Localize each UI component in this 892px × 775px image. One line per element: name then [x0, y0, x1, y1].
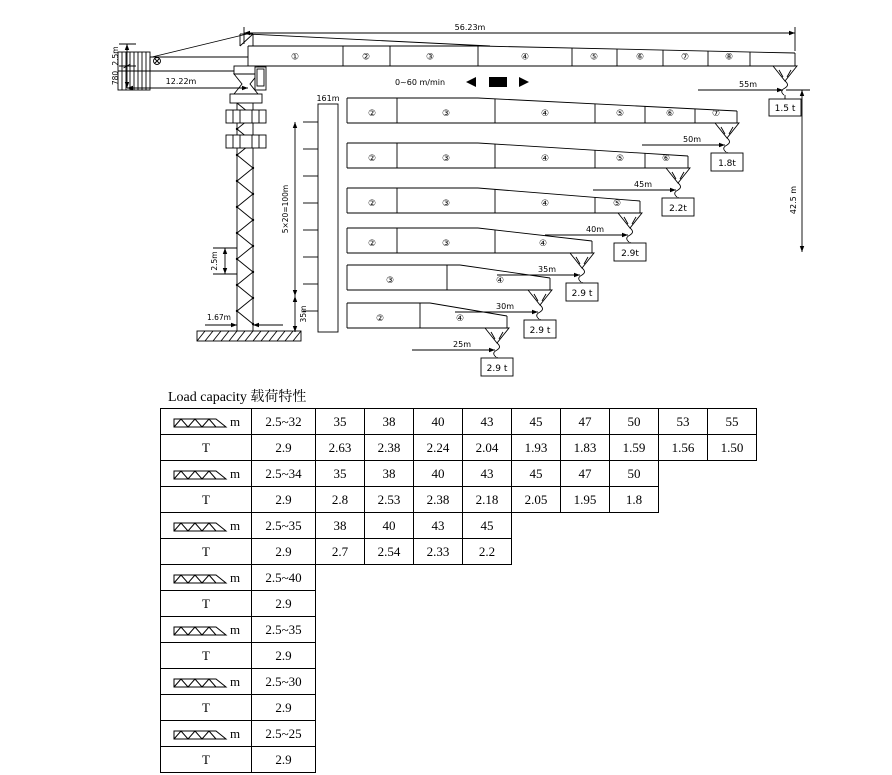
radius-value-cell: 45: [512, 409, 561, 435]
arrowhead-icon: [800, 246, 804, 252]
radius-value-cell: 2.5~25: [252, 721, 316, 747]
tower-section-dim-label: 2.5m: [210, 251, 219, 271]
counter-sub-dim-label: 780: [111, 70, 120, 86]
radius-dim-label: 25m: [453, 340, 471, 349]
radius-row: [161, 565, 757, 591]
tower-brace: [237, 246, 253, 259]
jib-length-header-cell: [161, 721, 252, 747]
tower-sections-dim-label: 5×20=100m: [281, 184, 290, 234]
radius-value-cell: 43: [414, 513, 463, 539]
load-unit-cell: T: [161, 591, 252, 617]
jib-section-number: ③: [441, 239, 451, 249]
tower-brace: [237, 194, 253, 207]
tower-brace: [237, 298, 253, 311]
unit-label: m: [229, 413, 241, 429]
load-capacity-table: [160, 408, 757, 773]
hook-pulley-icon: [570, 253, 594, 268]
arrowhead-icon: [789, 31, 795, 35]
jib-truss-icon: [172, 573, 228, 585]
turntable: [234, 66, 258, 74]
tower-width-dim-label: 1.67m: [206, 313, 232, 322]
hook-pulley-icon: [715, 123, 739, 138]
load-row: [161, 435, 757, 461]
jib-section-number: ④: [540, 109, 550, 119]
front-pendant: [247, 34, 490, 46]
jib-section-number: ②: [367, 109, 377, 119]
jib-truss-icon: [172, 677, 228, 689]
hook-pulley-icon: [773, 66, 797, 81]
load-value: 1.5 t: [774, 104, 796, 114]
jib-section-number: ②: [367, 239, 377, 249]
load-value-cell: 2.8: [316, 487, 365, 513]
radius-value-cell: 2.5~35: [252, 513, 316, 539]
jib-section-number: ⑦: [680, 52, 690, 63]
radius-value-cell: 2.5~40: [252, 565, 316, 591]
jib-length-header-cell: [161, 461, 252, 487]
load-value-cell: 2.9: [252, 643, 316, 669]
load-value-cell: 2.18: [463, 487, 512, 513]
jib-section-number: ⑤: [589, 52, 599, 63]
counter-depth-dim-label: 2.5m: [111, 46, 120, 66]
base-hatch: [213, 331, 221, 341]
arrowhead-icon: [231, 323, 237, 327]
table-title: Load capacity 载荷特性: [168, 390, 307, 405]
jib-section-number: ⑤: [615, 109, 625, 119]
load-unit-cell: T: [161, 487, 252, 513]
arrowhead-icon: [223, 268, 227, 274]
load-value-cell: 2.38: [414, 487, 463, 513]
radius-value-cell: 35: [316, 461, 365, 487]
radius-row: [161, 669, 757, 695]
load-unit-cell: T: [161, 695, 252, 721]
radius-dim-label: 50m: [683, 135, 701, 144]
jib-section-number: ④: [520, 52, 530, 63]
load-value: 2.9 t: [571, 289, 593, 299]
load-value-cell: 2.9: [252, 435, 316, 461]
load-value: 1.8t: [718, 159, 736, 169]
radius-row: [161, 721, 757, 747]
jib-truss-icon: [172, 469, 228, 481]
hook-pulley-icon: [528, 290, 552, 305]
jib-section-number: ④: [538, 239, 548, 249]
load-row: [161, 487, 757, 513]
load-value-cell: 2.9: [252, 695, 316, 721]
radius-row: [161, 461, 757, 487]
rear-pendant: [152, 34, 247, 57]
arrowhead-icon: [293, 296, 297, 302]
load-unit-cell: T: [161, 435, 252, 461]
jib-total-dim-label: 56.23m: [454, 23, 486, 32]
load-value-cell: 2.9: [252, 539, 316, 565]
arrowhead-icon: [125, 82, 129, 88]
base-hatch: [293, 331, 301, 341]
radius-value-cell: 38: [316, 513, 365, 539]
load-value-cell: 2.63: [316, 435, 365, 461]
radius-dim-label: 40m: [586, 225, 604, 234]
load-value-cell: 2.9: [252, 747, 316, 773]
base-hatch: [221, 331, 229, 341]
jib-length-header-cell: [161, 409, 252, 435]
tower-brace: [237, 233, 253, 246]
radius-value-cell: 43: [463, 409, 512, 435]
radius-value-cell: 47: [561, 461, 610, 487]
radius-value-cell: 50: [610, 461, 659, 487]
jib-section-number: ②: [375, 314, 385, 324]
jib-section-number: ②: [361, 52, 371, 63]
radius-value-cell: 43: [463, 461, 512, 487]
arrowhead-icon: [293, 122, 297, 128]
load-value-cell: 2.24: [414, 435, 463, 461]
load-value-cell: 2.9: [252, 487, 316, 513]
load-value: 2.2t: [669, 204, 687, 214]
anchor-collar: [226, 135, 266, 148]
arrowhead-icon: [293, 290, 297, 296]
radius-dim-label: 30m: [496, 302, 514, 311]
radius-row: [161, 513, 757, 539]
tower-brace: [237, 207, 253, 220]
radius-row: [161, 409, 757, 435]
tower-top-frame: [230, 94, 262, 103]
load-row: [161, 747, 757, 773]
load-value: 2.9 t: [529, 326, 551, 336]
jib-length-header-cell: [161, 513, 252, 539]
unit-label: m: [229, 569, 241, 585]
radius-value-cell: 55: [708, 409, 757, 435]
load-value-cell: 2.2: [463, 539, 512, 565]
jib-length-header-cell: [161, 617, 252, 643]
base-hatch: [237, 331, 245, 341]
hook-pulley-icon: [485, 328, 509, 343]
radius-value-cell: 45: [463, 513, 512, 539]
building-height-label: 161m: [316, 94, 340, 103]
load-value-cell: 2.54: [365, 539, 414, 565]
hook-height-dim-label: 42.5 m: [789, 185, 798, 215]
unit-label: m: [229, 517, 241, 533]
unit-label: m: [229, 725, 241, 741]
load-row: [161, 643, 757, 669]
jib-section-number: ③: [425, 52, 435, 63]
hook-pulley-icon: [666, 168, 690, 183]
base-hatch: [285, 331, 293, 341]
jib-section-number: ⑦: [711, 109, 721, 119]
trolley-speed-label: 0~60 m/min: [394, 78, 446, 87]
tower-brace: [237, 181, 253, 194]
load-value: 2.9 t: [486, 364, 508, 374]
base-hatch: [197, 331, 205, 341]
base-hatch: [205, 331, 213, 341]
load-value-cell: 1.50: [708, 435, 757, 461]
jib-length-header-cell: [161, 565, 252, 591]
jib-section-number: ③: [441, 109, 451, 119]
base-hatch: [245, 331, 253, 341]
load-value-cell: 2.33: [414, 539, 463, 565]
jib-section-number: ④: [540, 154, 550, 164]
jib-truss-icon: [172, 729, 228, 741]
radius-value-cell: 53: [659, 409, 708, 435]
load-value-cell: 1.59: [610, 435, 659, 461]
radius-value-cell: 2.5~30: [252, 669, 316, 695]
jib-section-number: ⑥: [635, 52, 645, 63]
load-row: [161, 695, 757, 721]
base-hatch: [229, 331, 237, 341]
load-value: 2.9t: [621, 249, 639, 259]
load-unit-cell: T: [161, 643, 252, 669]
tower-brace: [237, 259, 253, 272]
load-value-cell: 2.05: [512, 487, 561, 513]
radius-value-cell: 38: [365, 409, 414, 435]
tower-brace: [237, 285, 253, 298]
jib-truss-icon: [172, 417, 228, 429]
jib-length-header-cell: [161, 669, 252, 695]
base-hatch: [269, 331, 277, 341]
tower-brace: [237, 311, 253, 324]
jib-section-number: ⑤: [615, 154, 625, 164]
load-value-cell: 2.38: [365, 435, 414, 461]
load-value-cell: 1.95: [561, 487, 610, 513]
radius-value-cell: 45: [512, 461, 561, 487]
arrowhead-icon: [800, 90, 804, 96]
radius-value-cell: 40: [414, 409, 463, 435]
load-value-cell: 1.56: [659, 435, 708, 461]
radius-dim-label: 55m: [739, 80, 757, 89]
jib-section-number: ⑥: [665, 109, 675, 119]
radius-value-cell: 2.5~35: [252, 617, 316, 643]
radius-value-cell: 2.5~32: [252, 409, 316, 435]
counter-radius-dim-label: 12.22m: [165, 77, 197, 86]
line: [240, 34, 253, 46]
load-unit-cell: T: [161, 747, 252, 773]
trolley-right-arrow-icon: [519, 77, 529, 87]
load-value-cell: 2.53: [365, 487, 414, 513]
base-hatch: [253, 331, 261, 341]
anchor-collar: [226, 110, 266, 123]
jib-section-number: ⑤: [612, 199, 622, 209]
radius-value-cell: 40: [365, 513, 414, 539]
radius-value-cell: 40: [414, 461, 463, 487]
slewing-cone: [234, 74, 258, 94]
tower-brace: [237, 220, 253, 233]
arrowhead-icon: [223, 248, 227, 254]
base-hatch: [261, 331, 269, 341]
jib-truss-icon: [172, 521, 228, 533]
radius-value-cell: 50: [610, 409, 659, 435]
tower-brace: [237, 155, 253, 168]
base-hatch: [277, 331, 285, 341]
jib-taper: [478, 98, 737, 111]
jib-section-number: ③: [441, 199, 451, 209]
jib-section-number: ④: [495, 276, 505, 286]
radius-dim-label: 45m: [634, 180, 652, 189]
trolley-left-arrow-icon: [466, 77, 476, 87]
jib-section-number: ④: [540, 199, 550, 209]
base-height-dim-label: 35m: [299, 305, 308, 323]
load-value-cell: 1.83: [561, 435, 610, 461]
jib-section-number: ④: [455, 314, 465, 324]
building-bar: [318, 104, 338, 332]
load-row: [161, 539, 757, 565]
load-value-cell: 2.04: [463, 435, 512, 461]
hook-icon: [782, 81, 788, 95]
load-value-cell: 2.9: [252, 591, 316, 617]
jib-truss-icon: [172, 625, 228, 637]
jib-section-number: ③: [441, 154, 451, 164]
radius-dim-label: 35m: [538, 265, 556, 274]
jib-section-number: ②: [367, 199, 377, 209]
load-row: [161, 591, 757, 617]
jib-section-number: ①: [290, 52, 300, 63]
load-value-cell: 1.93: [512, 435, 561, 461]
radius-value-cell: 35: [316, 409, 365, 435]
load-unit-cell: T: [161, 539, 252, 565]
radius-value-cell: 38: [365, 461, 414, 487]
jib-section-number: ②: [367, 154, 377, 164]
jib-section-number: ③: [385, 276, 395, 286]
unit-label: m: [229, 621, 241, 637]
radius-value-cell: 47: [561, 409, 610, 435]
tower-brace: [237, 272, 253, 285]
unit-label: m: [229, 673, 241, 689]
trolley-icon: [489, 77, 507, 87]
load-value-cell: 2.7: [316, 539, 365, 565]
radius-value-cell: 2.5~34: [252, 461, 316, 487]
jib-section-number: ⑥: [661, 154, 671, 164]
tower-brace: [237, 168, 253, 181]
jib-section-number: ⑧: [724, 52, 734, 63]
load-value-cell: 1.8: [610, 487, 659, 513]
radius-row: [161, 617, 757, 643]
jib-taper: [460, 265, 550, 278]
hook-pulley-icon: [618, 213, 642, 228]
arrowhead-icon: [125, 44, 129, 50]
arrowhead-icon: [242, 86, 248, 90]
unit-label: m: [229, 465, 241, 481]
